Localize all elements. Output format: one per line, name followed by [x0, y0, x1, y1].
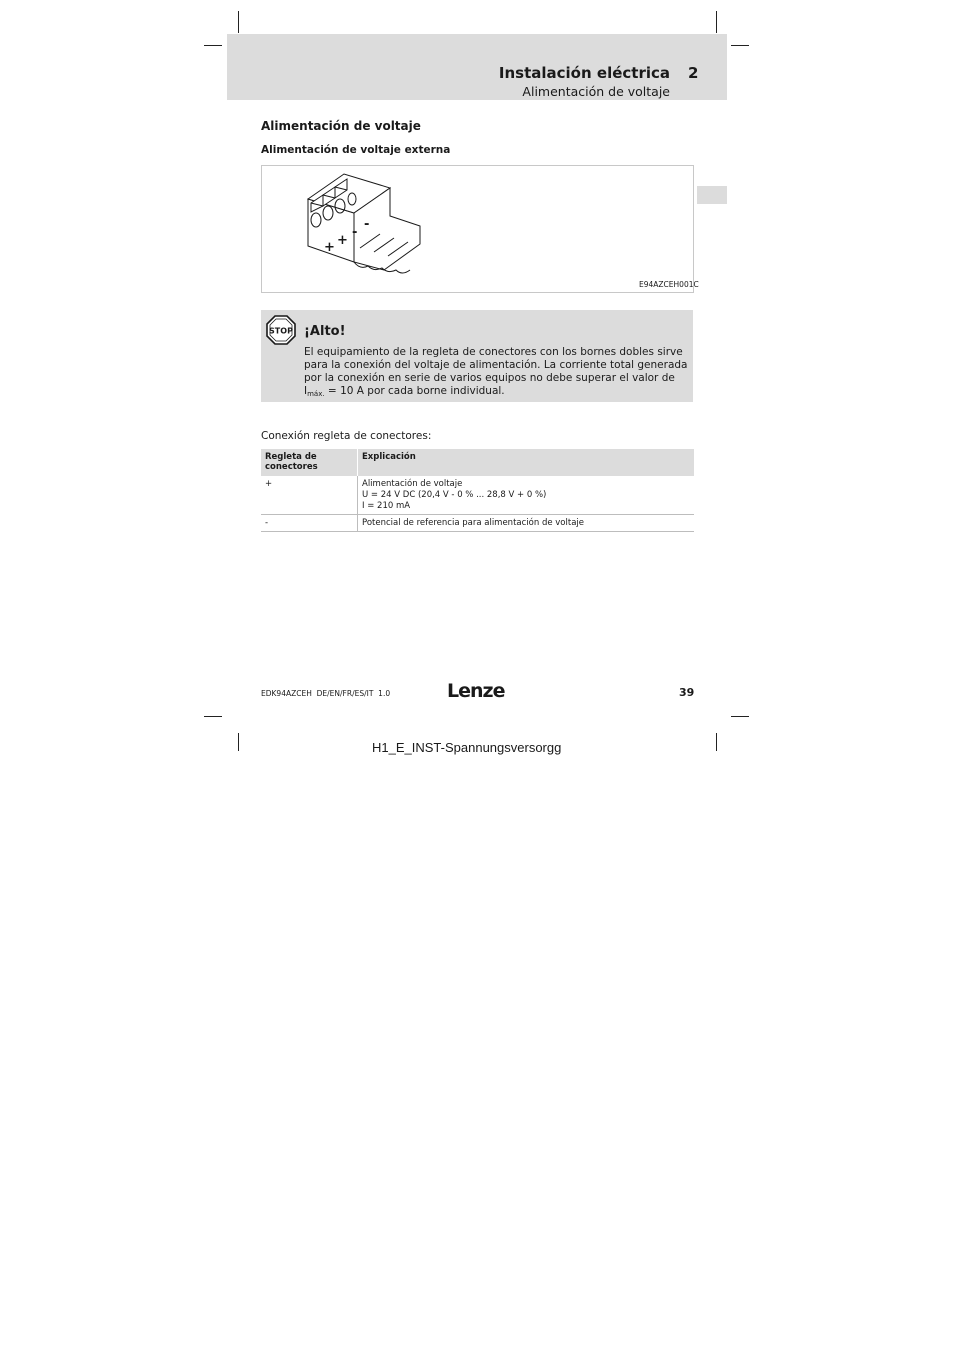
table-cell-explanation: [358, 476, 695, 515]
explanation-line: I = 210 mA: [362, 501, 411, 511]
crop-mark-top-right-v: [716, 11, 717, 33]
crop-mark-bottom-right-v: [716, 733, 717, 751]
lenze-logo: Lenze: [447, 680, 505, 702]
explanation-line: U = 24 V DC (20,4 V - 0 % ... 28,8 V + 0 %): [362, 490, 547, 500]
warning-title: ¡Alto!: [304, 324, 346, 339]
warning-text-before: El equipamiento de la regleta de conectores con los bornes dobles sirve para la conexión del voltaje de alimentación. La corriente total generada por la conexión en serie de varios equipos no debe superar el valor de I: [304, 346, 688, 397]
crop-mark-bottom-right-h: [731, 716, 749, 717]
slug-line: H1_E_INST-Spannungsversorgg: [372, 740, 562, 755]
crop-mark-top-left-v: [238, 11, 239, 33]
table-cell-terminal: +: [261, 476, 358, 515]
chapter-title: Instalación eléctrica: [498, 64, 670, 82]
warning-text: [304, 346, 690, 398]
terminal-label-2: +: [337, 233, 348, 248]
section-heading: Alimentación de voltaje: [261, 119, 421, 133]
page-number: 39: [679, 686, 695, 699]
table-row: [261, 476, 694, 515]
connection-table: [261, 449, 694, 532]
table-cell-explanation: [358, 515, 695, 532]
section-subheading: Alimentación de voltaje externa: [261, 144, 451, 156]
footer-doc-id: EDK94AZCEH DE/EN/FR/ES/IT 1.0: [261, 689, 391, 698]
connection-intro: Conexión regleta de conectores:: [261, 430, 432, 442]
figure-code: E94AZCEH001C: [639, 280, 699, 289]
table-header-row: [261, 449, 694, 476]
terminal-label-3: -: [352, 225, 358, 240]
table-row: [261, 515, 694, 532]
table-header-explanation: Explicación: [358, 449, 695, 476]
crop-mark-top-right-h: [731, 45, 749, 46]
chapter-number: 2: [688, 64, 699, 82]
stop-sign-icon: [266, 315, 296, 345]
table-cell-terminal: -: [261, 515, 358, 532]
warning-subscript: máx.: [307, 390, 325, 398]
connector-figure-frame: [261, 165, 694, 293]
terminal-label-1: +: [324, 240, 335, 255]
stop-sign-label: STOP: [269, 326, 293, 336]
explanation-line: Potencial de referencia para alimentación de voltaje: [362, 518, 584, 528]
crop-mark-bottom-left-v: [238, 733, 239, 751]
terminal-label-4: -: [364, 217, 370, 232]
chapter-side-tab: [697, 186, 727, 204]
table-header-terminal: Regleta de conectores: [261, 449, 358, 476]
crop-mark-top-left-h: [204, 45, 222, 46]
warning-text-after: = 10 A por cada borne individual.: [324, 385, 505, 397]
chapter-subtitle: Alimentación de voltaje: [522, 84, 670, 99]
connector-drawing: [262, 166, 693, 292]
explanation-line: Alimentación de voltaje: [362, 479, 463, 489]
crop-mark-bottom-left-h: [204, 716, 222, 717]
